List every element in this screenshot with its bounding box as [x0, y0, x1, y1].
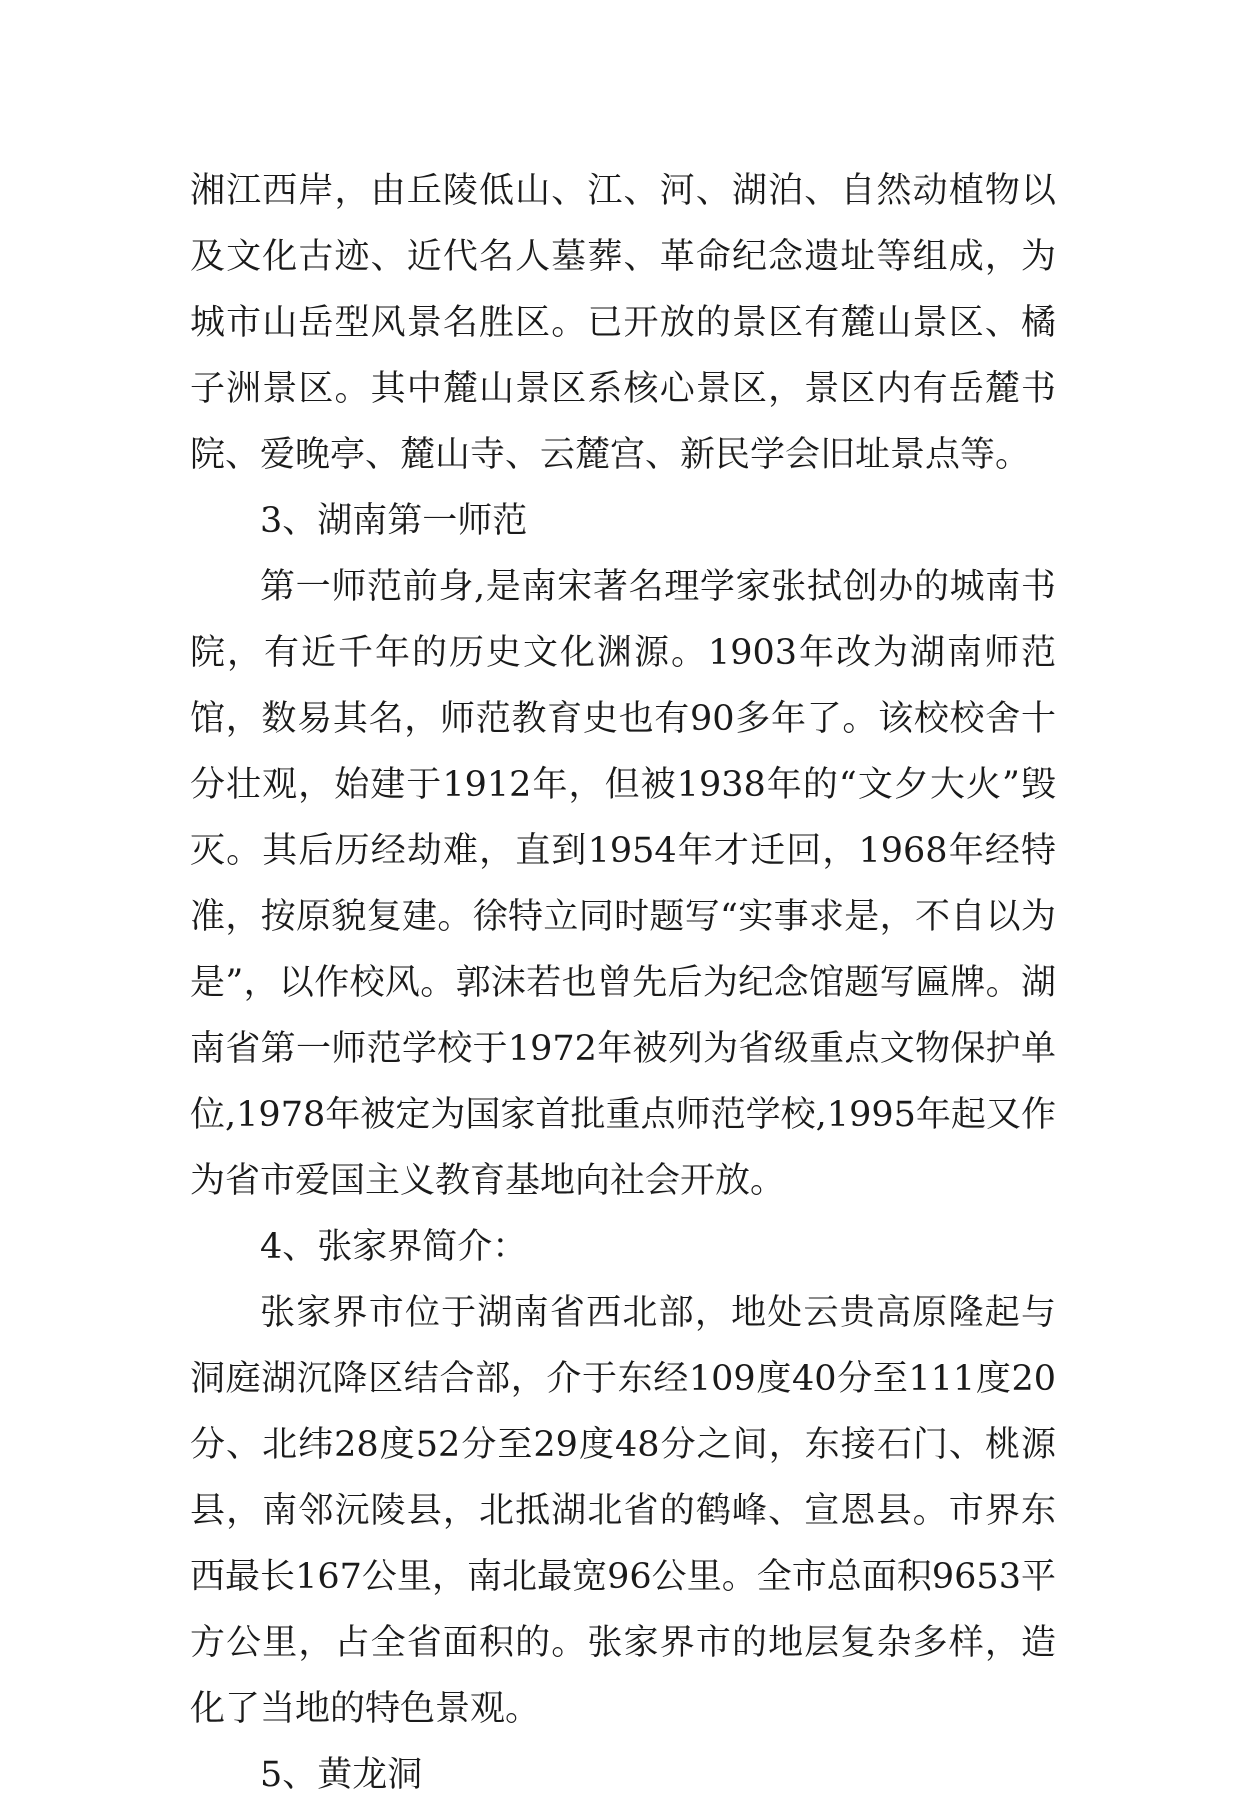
heading-zhangjiajie-intro: 4、张家界简介： [260, 1227, 528, 1267]
document-body [190, 158, 1056, 1808]
heading-huanglong-cave: 5、黄龙洞 [260, 1755, 423, 1795]
heading-hunan-first-normal: 3、湖南第一师范 [260, 501, 528, 541]
paragraph-first-normal-history: 第一师范前身,是南宋著名理学家张拭创办的城南书院，有近千年的历史文化渊源。1903年改为湖南师范馆，数易其名，师范教育史也有90多年了。该校校舍十分壮观，始建于1912年，但被1938年的“文夕大火”毁灭。其后历经劫难，直到1954年才迁回，1968年经特准，按原貌复建。徐特立同时题写“实事求是，不自以为是”，以作校风。郭沫若也曾先后为纪念馆题写匾牌。湖南省第一师范学校于1972年被列为省级重点文物保护单位,1978年被定为国家首批重点师范学校,1995年起又作为省市爱国主义教育基地向社会开放。 [190, 567, 1056, 1201]
paragraph-yuelu-scenic-area: 湘江西岸，由丘陵低山、江、河、湖泊、自然动植物以及文化古迹、近代名人墓葬、革命纪念遗址等组成，为城市山岳型风景名胜区。已开放的景区有麓山景区、橘子洲景区。其中麓山景区系核心景区，景区内有岳麓书院、爱晚亭、麓山寺、云麓宫、新民学会旧址景点等。 [190, 171, 1056, 475]
paragraph-zhangjiajie-geography: 张家界市位于湖南省西北部，地处云贵高原隆起与洞庭湖沉降区结合部，介于东经109度40分至111度20分、北纬28度52分至29度48分之间，东接石门、桃源县，南邻沅陵县，北抵湖北省的鹤峰、宣恩县。市界东西最长167公里，南北最宽96公里。全市总面积9653平方公里，占全省面积的。张家界市的地层复杂多样，造化了当地的特色景观。 [190, 1293, 1056, 1729]
